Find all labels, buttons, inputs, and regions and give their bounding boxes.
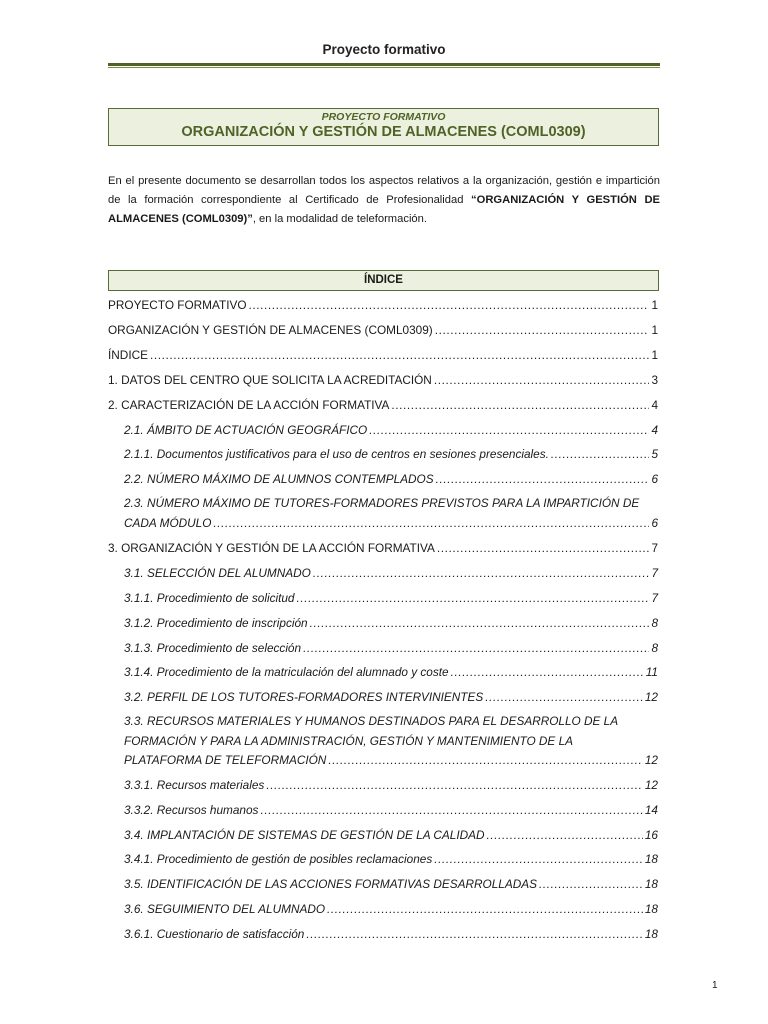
toc-entry[interactable] bbox=[124, 590, 658, 606]
toc-page: 18 bbox=[644, 927, 658, 941]
toc-page: 6 bbox=[651, 472, 658, 486]
toc-leader bbox=[391, 397, 649, 413]
toc-leader bbox=[213, 515, 649, 531]
toc-page: 8 bbox=[651, 616, 658, 630]
toc-page: 7 bbox=[651, 591, 658, 605]
toc-page: 18 bbox=[644, 852, 658, 866]
toc-page: 7 bbox=[651, 566, 658, 580]
toc-leader bbox=[303, 640, 649, 656]
toc-leader bbox=[249, 297, 650, 313]
toc-entry-text: 2. CARACTERIZACIÓN DE LA ACCIÓN FORMATIVA bbox=[108, 398, 390, 412]
toc-leader bbox=[434, 372, 650, 388]
toc-entry[interactable] bbox=[124, 777, 658, 793]
toc-entry-text: 3.1.4. Procedimiento de la matriculación del alumnado y coste bbox=[124, 665, 449, 679]
toc-entry[interactable] bbox=[108, 347, 658, 363]
toc-entry-text: 3.3.2. Recursos humanos bbox=[124, 803, 259, 817]
toc-entry[interactable] bbox=[124, 689, 658, 705]
toc-leader bbox=[451, 664, 644, 680]
toc-leader bbox=[485, 689, 643, 705]
intro-paragraph bbox=[108, 172, 660, 229]
toc-page: 18 bbox=[644, 902, 658, 916]
intro-text-2: , en la modalidad de teleformación. bbox=[252, 213, 427, 225]
toc-entry[interactable] bbox=[124, 802, 658, 818]
intro-bold: “ORGANIZACIÓN Y GESTIÓN DE ALMACENES (COML0309)” bbox=[108, 194, 660, 225]
toc-page: 18 bbox=[644, 877, 658, 891]
toc-entry[interactable] bbox=[124, 565, 658, 581]
toc-entry[interactable] bbox=[124, 471, 658, 487]
toc-leader bbox=[313, 565, 650, 581]
toc-entry[interactable] bbox=[124, 876, 658, 892]
toc-leader bbox=[436, 471, 650, 487]
toc-entry[interactable] bbox=[124, 851, 658, 867]
toc-page: 6 bbox=[651, 516, 658, 530]
toc-leader bbox=[539, 876, 643, 892]
toc-leader bbox=[150, 347, 649, 363]
toc-entry-text: 3.5. IDENTIFICACIÓN DE LAS ACCIONES FORMATIVAS DESARROLLADAS bbox=[124, 877, 537, 891]
toc-entry-text: 3.1. SELECCIÓN DEL ALUMNADO bbox=[124, 566, 311, 580]
toc-entry[interactable] bbox=[108, 372, 658, 388]
toc-entry[interactable] bbox=[124, 664, 658, 680]
toc-entry[interactable] bbox=[124, 901, 658, 917]
toc-entry[interactable] bbox=[124, 640, 658, 656]
toc-entry[interactable] bbox=[124, 752, 658, 768]
toc-entry[interactable] bbox=[124, 615, 658, 631]
toc-page: 12 bbox=[644, 778, 658, 792]
toc-entry-text: CADA MÓDULO bbox=[124, 516, 212, 530]
toc-entry-wrap-line[interactable]: FORMACIÓN Y PARA LA ADMINISTRACIÓN, GESTIÓN Y MANTENIMIENTO DE LA bbox=[124, 734, 574, 748]
toc-page: 8 bbox=[651, 641, 658, 655]
toc-entry-wrap-line[interactable]: 2.3. NÚMERO MÁXIMO DE TUTORES-FORMADORES PREVISTOS PARA LA IMPARTICIÓN DE bbox=[124, 496, 640, 510]
toc-page: 12 bbox=[644, 753, 658, 767]
toc-page: 4 bbox=[651, 398, 658, 412]
toc-entry-text: 2.1.1. Documentos justificativos para el uso de centros en sesiones presenciales. bbox=[124, 447, 549, 461]
toc-entry-text: PLATAFORMA DE TELEFORMACIÓN bbox=[124, 753, 327, 767]
toc-entry[interactable] bbox=[124, 422, 658, 438]
toc-leader bbox=[310, 615, 650, 631]
toc-leader bbox=[434, 851, 643, 867]
toc-leader bbox=[306, 926, 643, 942]
page-number: 1 bbox=[712, 980, 718, 991]
toc-entry[interactable] bbox=[124, 827, 658, 843]
intro-text-1: En el presente documento se desarrollan todos los aspectos relativos a la organización, gestión e impartición de la formación correspondiente al Certificado de Profesionalidad bbox=[108, 175, 660, 206]
toc-entry-text: 3.2. PERFIL DE LOS TUTORES-FORMADORES INTERVINIENTES bbox=[124, 690, 484, 704]
toc-entry-text: 3.3.1. Recursos materiales bbox=[124, 778, 265, 792]
toc-entry[interactable] bbox=[124, 926, 658, 942]
toc-entry-text: ORGANIZACIÓN Y GESTIÓN DE ALMACENES (COML0309) bbox=[108, 323, 433, 337]
toc-page: 1 bbox=[651, 298, 658, 312]
toc-entry-text: 3.1.2. Procedimiento de inscripción bbox=[124, 616, 308, 630]
toc-entry-text: PROYECTO FORMATIVO bbox=[108, 298, 247, 312]
toc-page: 14 bbox=[644, 803, 658, 817]
toc-entry[interactable] bbox=[108, 540, 658, 556]
toc-entry-wrap-line[interactable]: 3.3. RECURSOS MATERIALES Y HUMANOS DESTINADOS PARA EL DESARROLLO DE LA bbox=[124, 714, 619, 728]
toc-entry-text: 3. ORGANIZACIÓN Y GESTIÓN DE LA ACCIÓN FORMATIVA bbox=[108, 541, 435, 555]
toc-entry-text: 1. DATOS DEL CENTRO QUE SOLICITA LA ACREDITACIÓN bbox=[108, 373, 432, 387]
toc-leader bbox=[551, 446, 650, 462]
toc-entry-text: 3.6. SEGUIMIENTO DEL ALUMNADO bbox=[124, 902, 326, 916]
toc-page: 3 bbox=[651, 373, 658, 387]
toc-leader bbox=[437, 540, 650, 556]
toc-entry-text: 2.1. ÁMBITO DE ACTUACIÓN GEOGRÁFICO bbox=[124, 423, 368, 437]
toc-entry[interactable] bbox=[108, 397, 658, 413]
toc-page: 1 bbox=[651, 323, 658, 337]
toc-entry-text: 2.2. NÚMERO MÁXIMO DE ALUMNOS CONTEMPLADOS bbox=[124, 472, 434, 486]
header-rule-thick bbox=[108, 63, 660, 66]
toc-leader bbox=[369, 422, 649, 438]
toc-entry[interactable] bbox=[124, 446, 658, 462]
index-heading: ÍNDICE bbox=[108, 270, 659, 291]
toc-entry[interactable] bbox=[124, 515, 658, 531]
title-box bbox=[108, 108, 659, 146]
toc-page: 1 bbox=[651, 348, 658, 362]
toc-entry-text: 3.6.1. Cuestionario de satisfacción bbox=[124, 927, 305, 941]
toc-leader bbox=[260, 802, 642, 818]
toc-entry[interactable] bbox=[108, 322, 658, 338]
toc-entry-text: ÍNDICE bbox=[108, 348, 148, 362]
toc-leader bbox=[266, 777, 643, 793]
toc-entry-text: 3.1.3. Procedimiento de selección bbox=[124, 641, 302, 655]
toc-entry-text: 3.4.1. Procedimiento de gestión de posibles reclamaciones bbox=[124, 852, 433, 866]
toc-entry[interactable] bbox=[108, 297, 658, 313]
toc-entry-text: 3.1.1. Procedimiento de solicitud bbox=[124, 591, 295, 605]
toc-page: 7 bbox=[651, 541, 658, 555]
toc-page: 11 bbox=[645, 665, 658, 679]
toc-page: 4 bbox=[651, 423, 658, 437]
toc-entry-text: 3.4. IMPLANTACIÓN DE SISTEMAS DE GESTIÓN DE LA CALIDAD bbox=[124, 828, 485, 842]
toc-leader bbox=[487, 827, 643, 843]
toc-leader bbox=[327, 901, 643, 917]
toc-page: 5 bbox=[651, 447, 658, 461]
page-header: Proyecto formativo bbox=[322, 42, 446, 57]
title-subtitle: PROYECTO FORMATIVO bbox=[321, 111, 446, 123]
toc-page: 12 bbox=[644, 690, 658, 704]
toc-leader bbox=[328, 752, 643, 768]
document-title: ORGANIZACIÓN Y GESTIÓN DE ALMACENES (COML0309) bbox=[181, 124, 586, 140]
header-rule-thin bbox=[108, 67, 660, 68]
toc-page: 16 bbox=[644, 828, 658, 842]
toc-leader bbox=[435, 322, 650, 338]
toc-leader bbox=[297, 590, 650, 606]
